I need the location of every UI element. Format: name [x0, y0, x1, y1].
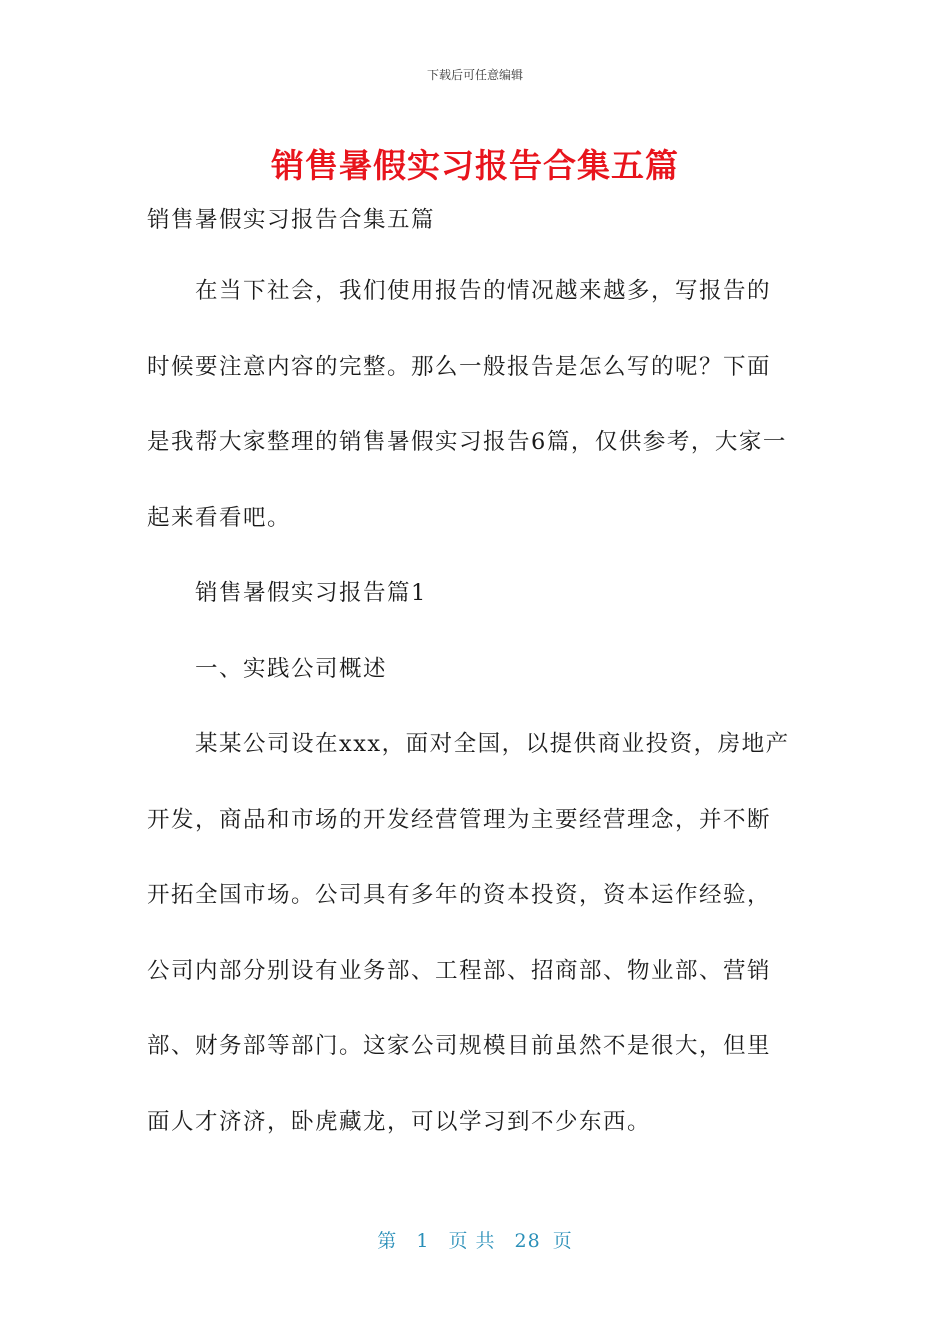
page-label-mid: 页 共 [448, 1230, 496, 1252]
subsection-heading: 一、实践公司概述 [195, 655, 388, 682]
document-body [147, 196, 793, 1160]
section-heading: 销售暑假实习报告篇1 [195, 580, 427, 606]
page-label-prefix: 第 [377, 1230, 398, 1252]
document-title: 销售暑假实习报告合集五篇 [271, 146, 679, 185]
company-overview-paragraph: 某某公司设在xxx，面对全国，以提供商业投资，房地产开发，商品和市场的开发经营管理为主要经营理念，并不断开拓全国市场。公司具有多年的资本投资，资本运作经验，公司内部分别设有业务部、工程部、招商部、物业部、营销部、财务部等部门。这家公司规模目前虽然不是很大，但里面人才济济，卧虎藏龙，可以学习到不少东西。 [147, 731, 790, 1135]
intro-paragraph: 在当下社会，我们使用报告的情况越来越多，写报告的时候要注意内容的完整。那么一般报告是怎么写的呢？下面是我帮大家整理的销售暑假实习报告6篇，仅供参考，大家一起来看看吧。 [147, 278, 787, 531]
header-note: 下载后可任意编辑 [426, 68, 523, 82]
page-footer [0, 1226, 950, 1253]
subtitle-paragraph: 销售暑假实习报告合集五篇 [147, 207, 436, 233]
total-pages: 28 [514, 1230, 541, 1252]
page-number: 1 [416, 1230, 430, 1252]
page-label-suffix: 页 [552, 1230, 573, 1252]
